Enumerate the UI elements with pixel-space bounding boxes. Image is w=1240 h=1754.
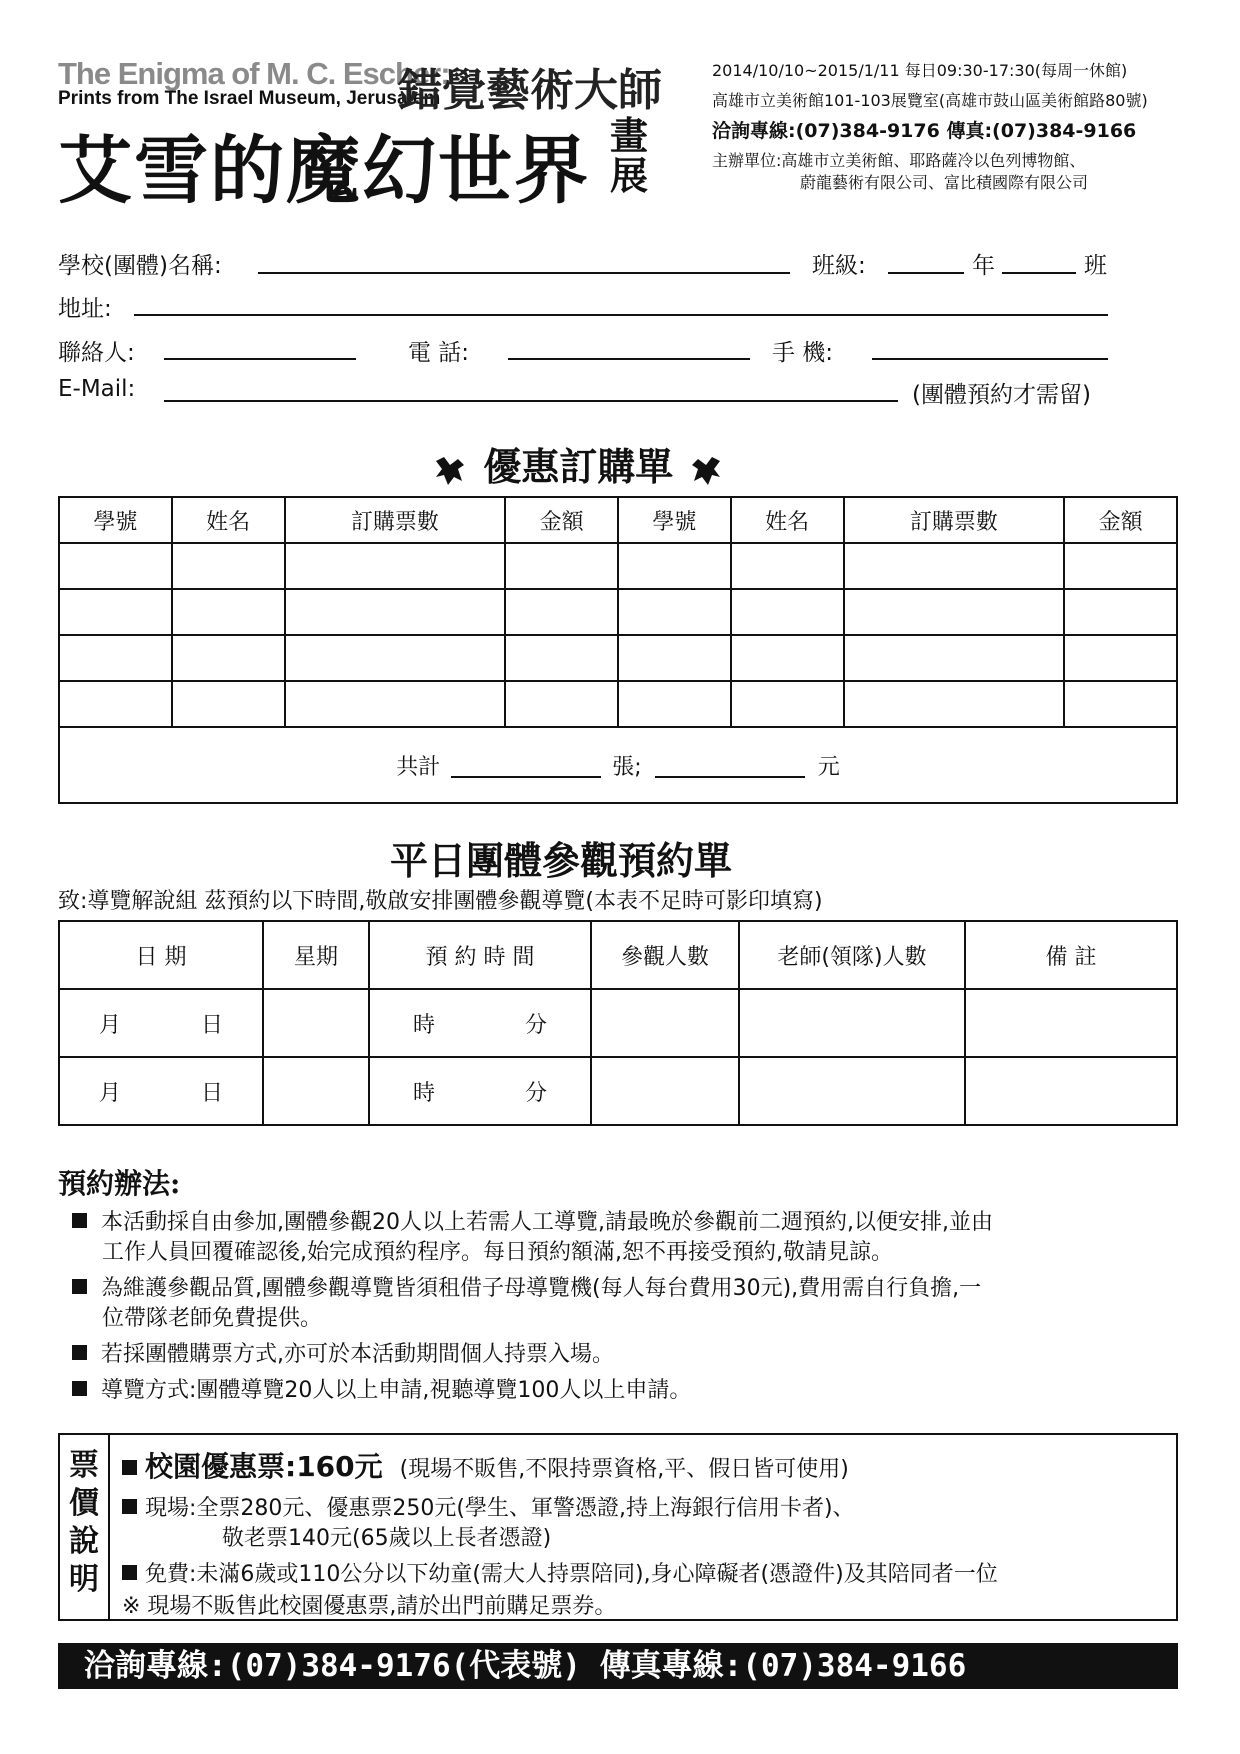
month-label: 月 bbox=[98, 1012, 121, 1038]
remarks-cell[interactable] bbox=[965, 1057, 1177, 1125]
bullet-square-icon bbox=[122, 1499, 137, 1514]
table-row bbox=[59, 989, 1177, 1057]
bullet-square-icon bbox=[72, 1279, 87, 1294]
class-label: 班級: bbox=[812, 253, 866, 279]
order-cell[interactable] bbox=[844, 681, 1065, 727]
date-cell[interactable] bbox=[59, 989, 263, 1057]
reservation-header-cell: 星期 bbox=[263, 921, 369, 989]
teachers-cell[interactable] bbox=[739, 1057, 965, 1125]
school-name-label: 學校(團體)名稱: bbox=[58, 253, 222, 279]
minute-label: 分 bbox=[525, 1080, 548, 1106]
visitors-cell[interactable] bbox=[591, 989, 739, 1057]
bullet-square-icon bbox=[72, 1381, 87, 1396]
table-row bbox=[59, 681, 1177, 727]
note-text: 本活動採自由參加,團體參觀20人以上若需人工導覽,請最晚於參觀前二週預約,以便安排,並由 bbox=[101, 1210, 993, 1235]
campus-price-note: (現場不販售,不限持票資格,平、假日皆可使用) bbox=[399, 1457, 849, 1482]
organizer-line2: 蔚龍藝術有限公司、富比積國際有限公司 bbox=[800, 173, 1089, 192]
address-label: 地址: bbox=[58, 296, 112, 322]
time-cell[interactable] bbox=[369, 989, 591, 1057]
total-suffix: 元 bbox=[817, 754, 840, 780]
day-label: 日 bbox=[201, 1012, 224, 1038]
order-cell[interactable] bbox=[172, 681, 285, 727]
mobile-label: 手 機: bbox=[772, 340, 834, 366]
header-hotline: 洽詢專線:(07)384-9176 傳真:(07)384-9166 bbox=[712, 120, 1137, 142]
order-cell[interactable] bbox=[172, 589, 285, 635]
order-header-cell: 金額 bbox=[1064, 497, 1177, 543]
order-cell[interactable] bbox=[172, 543, 285, 589]
order-cell[interactable] bbox=[59, 635, 172, 681]
order-table bbox=[58, 496, 1178, 804]
bullet-square-icon bbox=[72, 1345, 87, 1360]
phone-field[interactable] bbox=[508, 358, 750, 360]
reservation-header-row bbox=[59, 921, 1177, 989]
price-note: ※ 現場不販售此校園優惠票,請於出門前購足票券。 bbox=[122, 1594, 617, 1619]
title-en-line1: The Enigma of M. C. Escher: bbox=[58, 56, 450, 91]
reservation-title: 平日團體參觀預約單 bbox=[390, 838, 733, 883]
order-cell[interactable] bbox=[59, 681, 172, 727]
order-header-cell: 姓名 bbox=[172, 497, 285, 543]
order-cell[interactable] bbox=[731, 681, 844, 727]
bullet-square-icon bbox=[122, 1565, 137, 1580]
date-cell[interactable] bbox=[59, 1057, 263, 1125]
list-item bbox=[72, 1376, 1182, 1406]
reservation-header-cell: 老師(領隊)人數 bbox=[739, 921, 965, 989]
reservation-table bbox=[58, 920, 1178, 1126]
exhibit-dates: 2014/10/10~2015/1/11 每日09:30-17:30(每周一休館) bbox=[712, 61, 1128, 80]
campus-price-line bbox=[122, 1445, 849, 1485]
order-cell[interactable] bbox=[618, 543, 731, 589]
hour-label: 時 bbox=[412, 1080, 435, 1106]
escher-figure-icon bbox=[430, 451, 470, 491]
free-price-line bbox=[122, 1557, 998, 1588]
campus-price-title: 校園優惠票:160元 bbox=[145, 1450, 383, 1483]
note-text: 為維護參觀品質,團體參觀導覽皆須租借子母導覽機(每人每台費用30元),費用需自行負擔,一 bbox=[101, 1276, 982, 1301]
total-mid: 張; bbox=[612, 754, 642, 780]
escher-figure-icon bbox=[686, 451, 726, 491]
order-header-cell: 訂購票數 bbox=[285, 497, 506, 543]
weekday-cell[interactable] bbox=[263, 1057, 369, 1125]
footer-hotline-bar: 洽詢專線:(07)384-9176(代表號) 傳真專線:(07)384-9166 bbox=[58, 1643, 1178, 1689]
day-label: 日 bbox=[201, 1080, 224, 1106]
note-text: 若採團體購票方式,亦可於本活動期間個人持票入場。 bbox=[101, 1342, 614, 1367]
table-row bbox=[59, 635, 1177, 681]
order-header-row bbox=[59, 497, 1177, 543]
email-label: E-Mail: bbox=[58, 376, 136, 402]
email-note: (團體預約才需留) bbox=[912, 382, 1091, 408]
time-cell[interactable] bbox=[369, 1057, 591, 1125]
email-field[interactable] bbox=[164, 400, 898, 402]
class-unit-label: 班 bbox=[1084, 253, 1107, 279]
order-cell[interactable] bbox=[731, 635, 844, 681]
order-title-row bbox=[430, 436, 726, 491]
list-item bbox=[72, 1274, 1182, 1334]
order-header-cell: 學號 bbox=[59, 497, 172, 543]
reservation-header-cell: 參觀人數 bbox=[591, 921, 739, 989]
order-total-row bbox=[59, 727, 1177, 803]
order-cell[interactable] bbox=[59, 589, 172, 635]
class-field[interactable] bbox=[1002, 272, 1076, 274]
order-cell[interactable] bbox=[618, 635, 731, 681]
order-cell[interactable] bbox=[505, 589, 618, 635]
order-cell[interactable] bbox=[505, 635, 618, 681]
list-item bbox=[72, 1208, 1182, 1268]
bullet-square-icon bbox=[122, 1460, 137, 1475]
order-cell[interactable] bbox=[59, 543, 172, 589]
order-cell[interactable] bbox=[844, 635, 1065, 681]
order-cell[interactable] bbox=[731, 543, 844, 589]
school-name-field[interactable] bbox=[258, 272, 790, 274]
remarks-cell[interactable] bbox=[965, 989, 1177, 1057]
hour-label: 時 bbox=[412, 1012, 435, 1038]
order-header-cell: 金額 bbox=[505, 497, 618, 543]
total-amount-field[interactable] bbox=[655, 776, 805, 778]
order-cell[interactable] bbox=[1064, 635, 1177, 681]
price-box bbox=[58, 1433, 1178, 1621]
note-text: 導覽方式:團體導覽20人以上申請,視聽導覽100人以上申請。 bbox=[101, 1378, 692, 1403]
reservation-header-cell: 預 約 時 間 bbox=[369, 921, 591, 989]
order-header-cell: 姓名 bbox=[731, 497, 844, 543]
order-header-cell: 學號 bbox=[618, 497, 731, 543]
table-row bbox=[59, 589, 1177, 635]
organizer-line1: 主辦單位:高雄市立美術館、耶路薩冷以色列博物館、 bbox=[712, 151, 1086, 170]
order-cell[interactable] bbox=[285, 681, 506, 727]
title-exhibit: 畫展 bbox=[610, 113, 649, 198]
note-text-cont: 位帶隊老師免費提供。 bbox=[102, 1306, 323, 1331]
table-row bbox=[59, 1057, 1177, 1125]
minute-label: 分 bbox=[525, 1012, 548, 1038]
contact-field[interactable] bbox=[164, 358, 356, 360]
order-cell[interactable] bbox=[844, 589, 1065, 635]
onsite-price-line bbox=[122, 1491, 855, 1522]
title-cn-subtitle: 錯覺藝術大師 bbox=[398, 65, 662, 116]
price-label: 票價說明 bbox=[60, 1435, 110, 1619]
exhibit-venue: 高雄市立美術館101-103展覽室(高雄市鼓山區美術館路80號) bbox=[712, 91, 1148, 110]
order-cell[interactable] bbox=[285, 589, 506, 635]
reservation-header-cell: 日 期 bbox=[59, 921, 263, 989]
title-en-line2: Prints from The Israel Museum, Jerusalem bbox=[58, 88, 441, 109]
table-row bbox=[59, 543, 1177, 589]
month-label: 月 bbox=[98, 1080, 121, 1106]
order-cell[interactable] bbox=[505, 543, 618, 589]
teachers-cell[interactable] bbox=[739, 989, 965, 1057]
order-cell[interactable] bbox=[844, 543, 1065, 589]
reservation-intro: 致:導覽解說組 茲預約以下時間,敬啟安排團體參觀導覽(本表不足時可影印填寫) bbox=[58, 889, 823, 914]
order-title: 優惠訂購單 bbox=[483, 444, 674, 489]
order-cell[interactable] bbox=[285, 543, 506, 589]
mobile-field[interactable] bbox=[872, 358, 1108, 360]
grade-field[interactable] bbox=[888, 272, 964, 274]
visitors-cell[interactable] bbox=[591, 1057, 739, 1125]
year-label: 年 bbox=[972, 253, 995, 279]
order-cell[interactable] bbox=[1064, 543, 1177, 589]
note-text-cont: 工作人員回覆確認後,始完成預約程序。每日預約額滿,恕不再接受預約,敬請見諒。 bbox=[102, 1240, 893, 1265]
order-cell[interactable] bbox=[505, 681, 618, 727]
order-cell[interactable] bbox=[1064, 589, 1177, 635]
order-cell[interactable] bbox=[618, 589, 731, 635]
total-prefix: 共計 bbox=[396, 754, 441, 780]
notes-title: 預約辦法: bbox=[58, 1167, 181, 1200]
senior-price-text: 敬老票140元(65歲以上長者憑證) bbox=[222, 1526, 552, 1551]
list-item bbox=[72, 1340, 1182, 1370]
title-main: 艾雪的魔幻世界 bbox=[58, 128, 590, 214]
total-tickets-field[interactable] bbox=[451, 776, 601, 778]
order-total-cell bbox=[59, 727, 1177, 803]
phone-label: 電 話: bbox=[408, 340, 470, 366]
free-price-text: 免費:未滿6歲或110公分以下幼童(需大人持票陪同),身心障礙者(憑證件)及其陪同者一位 bbox=[145, 1562, 998, 1587]
order-header-cell: 訂購票數 bbox=[844, 497, 1065, 543]
order-cell[interactable] bbox=[731, 589, 844, 635]
weekday-cell[interactable] bbox=[263, 989, 369, 1057]
order-cell[interactable] bbox=[618, 681, 731, 727]
reservation-header-cell: 備 註 bbox=[965, 921, 1177, 989]
order-cell[interactable] bbox=[172, 635, 285, 681]
bullet-square-icon bbox=[72, 1213, 87, 1228]
order-cell[interactable] bbox=[285, 635, 506, 681]
address-field[interactable] bbox=[134, 314, 1108, 316]
contact-label: 聯絡人: bbox=[58, 340, 135, 366]
order-cell[interactable] bbox=[1064, 681, 1177, 727]
onsite-price-text: 現場:全票280元、優惠票250元(學生、軍警憑證,持上海銀行信用卡者)、 bbox=[145, 1496, 855, 1521]
